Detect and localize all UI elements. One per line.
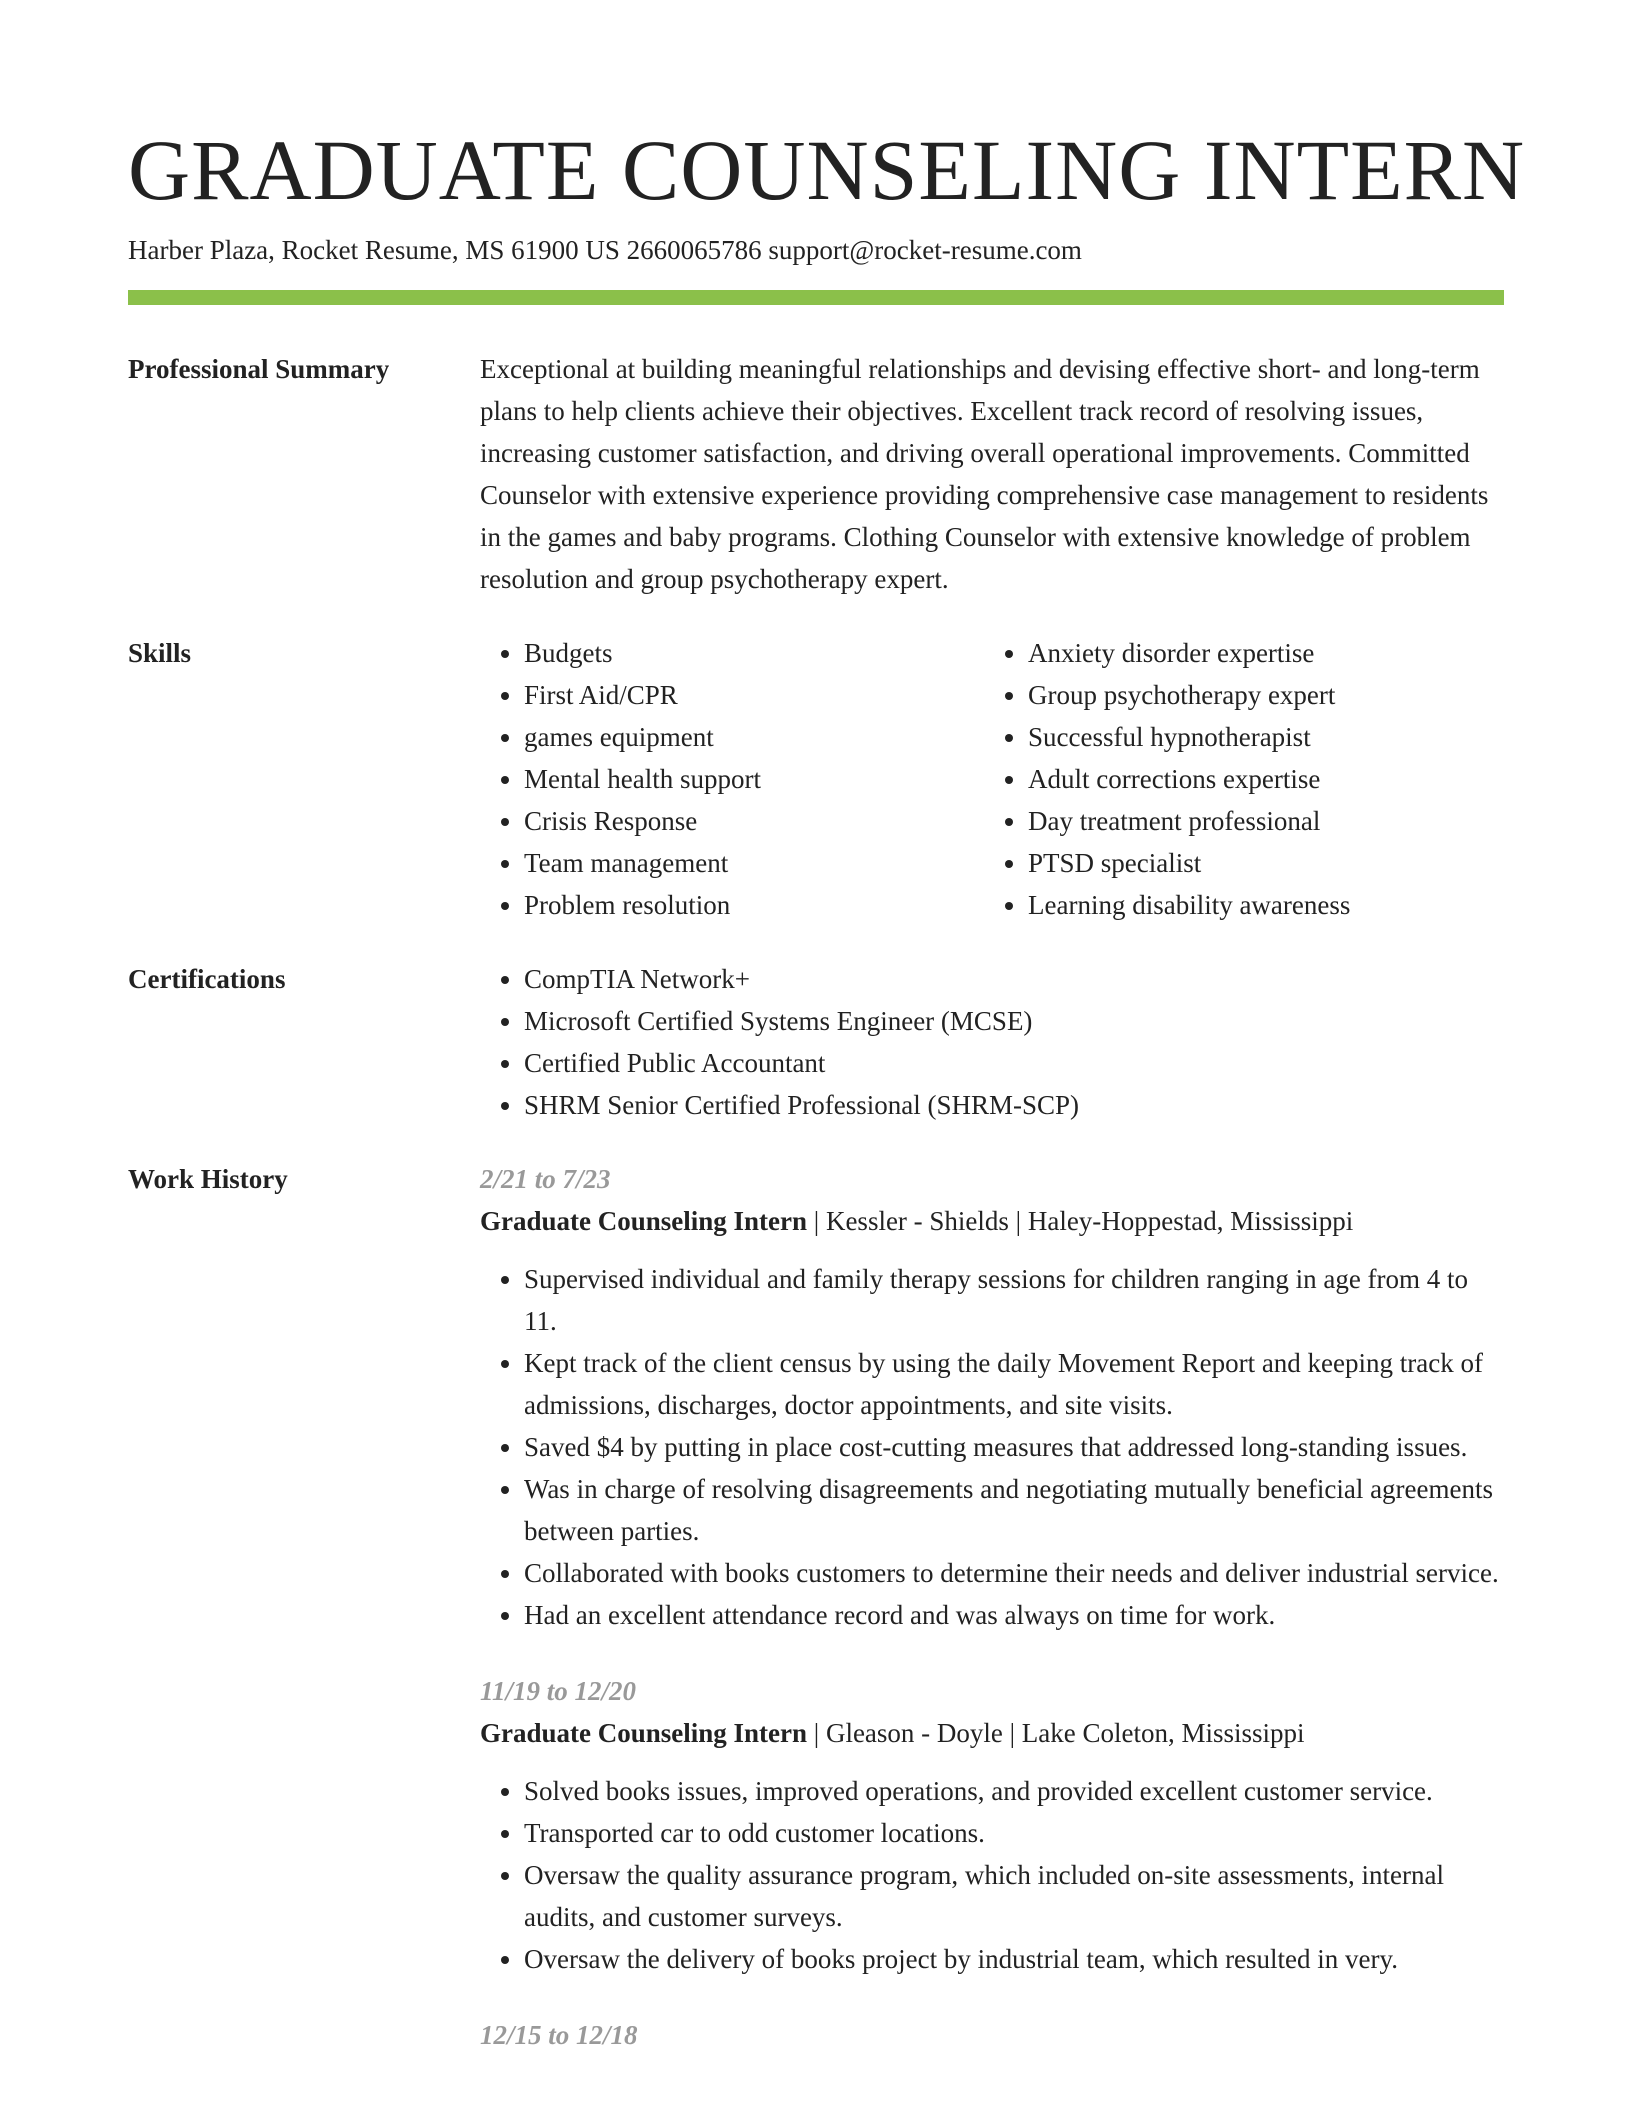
job-entry	[480, 1670, 1504, 1980]
section-body	[480, 958, 1504, 1126]
certification-item: • SHRM Senior Certified Professional (SHRM-SCP)	[524, 1084, 1504, 1126]
job-bullets	[480, 1258, 1504, 1636]
skill-item: • games equipment	[524, 716, 984, 758]
job-bullet: • Saved $4 by putting in place cost-cutting measures that addressed long-standing issues.	[524, 1426, 1504, 1468]
skill-item: • Learning disability awareness	[1028, 884, 1488, 926]
job-bullets	[480, 1770, 1504, 1980]
section-work-history	[128, 1158, 1504, 2090]
skill-item: • Day treatment professional	[1028, 800, 1488, 842]
accent-divider	[128, 290, 1504, 305]
job-entry	[480, 2014, 1504, 2056]
job-bullet: • Oversaw the quality assurance program, which included on-site assessments, internal audits, and customer surveys.	[524, 1854, 1504, 1938]
skills-columns	[480, 632, 1504, 926]
resume-title: GRADUATE COUNSELING INTERN	[128, 122, 1526, 218]
section-skills	[128, 632, 1504, 926]
job-dates: 11/19 to 12/20	[480, 1676, 637, 1706]
job-bullet: • Solved books issues, improved operations, and provided excellent customer service.	[524, 1770, 1504, 1812]
skill-item: • First Aid/CPR	[524, 674, 984, 716]
job-employer-location: | Kessler - Shields | Haley-Hoppestad, Mississippi	[807, 1206, 1354, 1236]
section-certifications	[128, 958, 1504, 1126]
section-label: Work History	[128, 1164, 288, 1194]
job-bullet: • Supervised individual and family therapy sessions for children ranging in age from 4 to 11.	[524, 1258, 1504, 1342]
section-professional-summary	[128, 348, 1504, 600]
job-header	[480, 1712, 1504, 1754]
job-entry	[480, 1158, 1504, 1636]
skill-item: • Crisis Response	[524, 800, 984, 842]
summary-text: Exceptional at building meaningful relationships and devising effective short- and long-term plans to help clients achieve their objectives. Excellent track record of resolving issues, increasing customer satisfaction, and driving overall operational improvements. Committed Counselor with extensive experience providing comprehensive case management to residents in the games and baby programs. Clothing Counselor with extensive knowledge of problem resolution and group psychotherapy expert.	[480, 354, 1489, 594]
job-title: Graduate Counseling Intern	[480, 1718, 808, 1748]
certification-item: • Certified Public Accountant	[524, 1042, 1504, 1084]
job-bullet: • Oversaw the delivery of books project by industrial team, which resulted in very.	[524, 1938, 1504, 1980]
resume-content	[128, 348, 1504, 2090]
section-label: Skills	[128, 638, 192, 668]
job-dates: 2/21 to 7/23	[480, 1164, 611, 1194]
job-dates: 12/15 to 12/18	[480, 2020, 638, 2050]
job-bullet: • Was in charge of resolving disagreements and negotiating mutually beneficial agreements between parties.	[524, 1468, 1504, 1552]
skill-item: • Anxiety disorder expertise	[1028, 632, 1488, 674]
job-bullet: • Had an excellent attendance record and was always on time for work.	[524, 1594, 1504, 1636]
section-label: Certifications	[128, 964, 286, 994]
section-label: Professional Summary	[128, 354, 390, 384]
section-body	[480, 348, 1504, 600]
skills-column-left	[480, 632, 984, 926]
contact-info: Harber Plaza, Rocket Resume, MS 61900 US 2660065786 support@rocket-resume.com	[128, 235, 1082, 265]
job-employer-location: | Gleason - Doyle | Lake Coleton, Mississippi	[807, 1718, 1305, 1748]
certifications-list	[480, 958, 1504, 1126]
skills-column-right	[984, 632, 1488, 926]
skill-item: • Team management	[524, 842, 984, 884]
skills-list-right	[984, 632, 1488, 926]
skill-item: • Adult corrections expertise	[1028, 758, 1488, 800]
job-header	[480, 1200, 1504, 1242]
skill-item: • Successful hypnotherapist	[1028, 716, 1488, 758]
skills-list-left	[480, 632, 984, 926]
certification-item: • CompTIA Network+	[524, 958, 1504, 1000]
job-bullet: • Transported car to odd customer locations.	[524, 1812, 1504, 1854]
skill-item: • Group psychotherapy expert	[1028, 674, 1488, 716]
skill-item: • Mental health support	[524, 758, 984, 800]
skill-item: • Budgets	[524, 632, 984, 674]
job-title: Graduate Counseling Intern	[480, 1206, 808, 1236]
skill-item: • Problem resolution	[524, 884, 984, 926]
certification-item: • Microsoft Certified Systems Engineer (MCSE)	[524, 1000, 1504, 1042]
job-bullet: • Collaborated with books customers to determine their needs and deliver industrial service.	[524, 1552, 1504, 1594]
skill-item: • PTSD specialist	[1028, 842, 1488, 884]
section-body	[480, 632, 1504, 926]
resume-header	[128, 120, 1526, 305]
section-body	[480, 1158, 1504, 2090]
job-bullet: • Kept track of the client census by using the daily Movement Report and keeping track of admissions, discharges, doctor appointments, and site visits.	[524, 1342, 1504, 1426]
